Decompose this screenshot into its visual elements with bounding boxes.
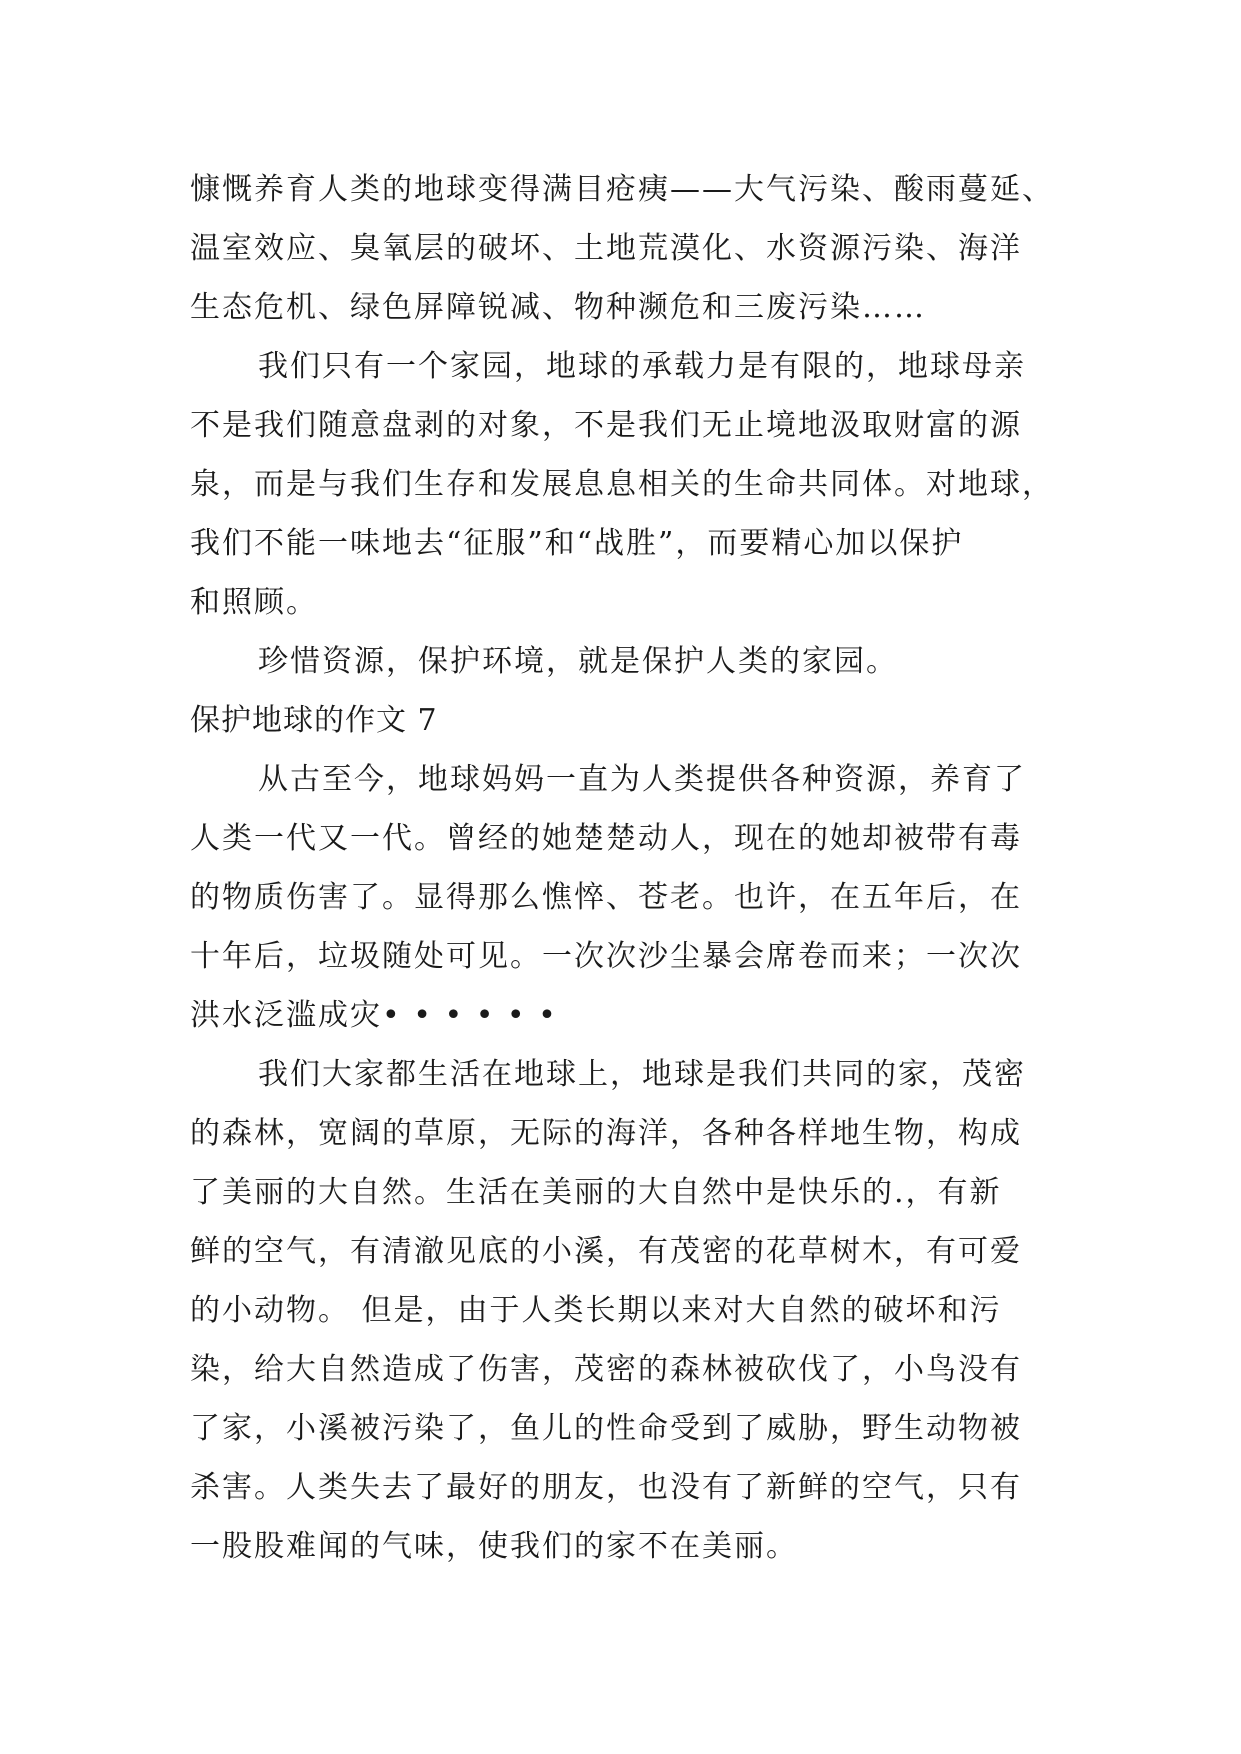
text-line: 杀害。人类失去了最好的朋友，也没有了新鲜的空气，只有	[190, 1470, 1022, 1505]
text-line: 了家，小溪被污染了，鱼儿的性命受到了威胁，野生动物被	[190, 1411, 1022, 1446]
text-line: 温室效应、臭氧层的破坏、土地荒漠化、水资源污染、海洋	[190, 231, 1022, 266]
text-line: 珍惜资源，保护环境，就是保护人类的家园。	[258, 644, 898, 679]
text-line: 十年后，垃圾随处可见。一次次沙尘暴会席卷而来；一次次	[190, 939, 1022, 974]
text-line: 了美丽的大自然。生活在美丽的大自然中是快乐的.，有新	[190, 1175, 1002, 1210]
text-line: 一股股难闻的气味，使我们的家不在美丽。	[190, 1529, 798, 1564]
text-line: 的物质伤害了。显得那么憔悴、苍老。也许，在五年后，在	[190, 880, 1022, 915]
text-line: 从古至今，地球妈妈一直为人类提供各种资源，养育了	[258, 762, 1026, 797]
text-line: 我们只有一个家园，地球的承载力是有限的，地球母亲	[258, 349, 1026, 384]
text-line: 我们大家都生活在地球上，地球是我们共同的家，茂密	[258, 1057, 1026, 1092]
section-heading: 保护地球的作文 7	[190, 703, 438, 738]
text-line: 人类一代又一代。曾经的她楚楚动人，现在的她却被带有毒	[190, 821, 1022, 856]
text-line: 染，给大自然造成了伤害，茂密的森林被砍伐了，小鸟没有	[190, 1352, 1022, 1387]
text-line: 鲜的空气，有清澈见底的小溪，有茂密的花草树木，有可爱	[190, 1234, 1022, 1269]
text-line: 洪水泛滥成灾• • • • • •	[190, 998, 558, 1033]
text-line: 生态危机、绿色屏障锐减、物种濒危和三废污染……	[190, 290, 926, 325]
text-line: 的森林，宽阔的草原，无际的海洋，各种各样地生物，构成	[190, 1116, 1022, 1151]
text-line: 不是我们随意盘剥的对象，不是我们无止境地汲取财富的源	[190, 408, 1022, 443]
text-line: 的小动物。 但是，由于人类长期以来对大自然的破坏和污	[190, 1293, 1002, 1328]
essay-body	[190, 160, 1090, 1576]
text-line: 慷慨养育人类的地球变得满目疮痍——大气污染、酸雨蔓延、	[190, 172, 1054, 207]
text-line: 泉，而是与我们生存和发展息息相关的生命共同体。对地球，	[190, 467, 1054, 502]
text-line: 我们不能一味地去“征服”和“战胜”，而要精心加以保护	[190, 526, 964, 561]
text-line: 和照顾。	[190, 585, 318, 620]
